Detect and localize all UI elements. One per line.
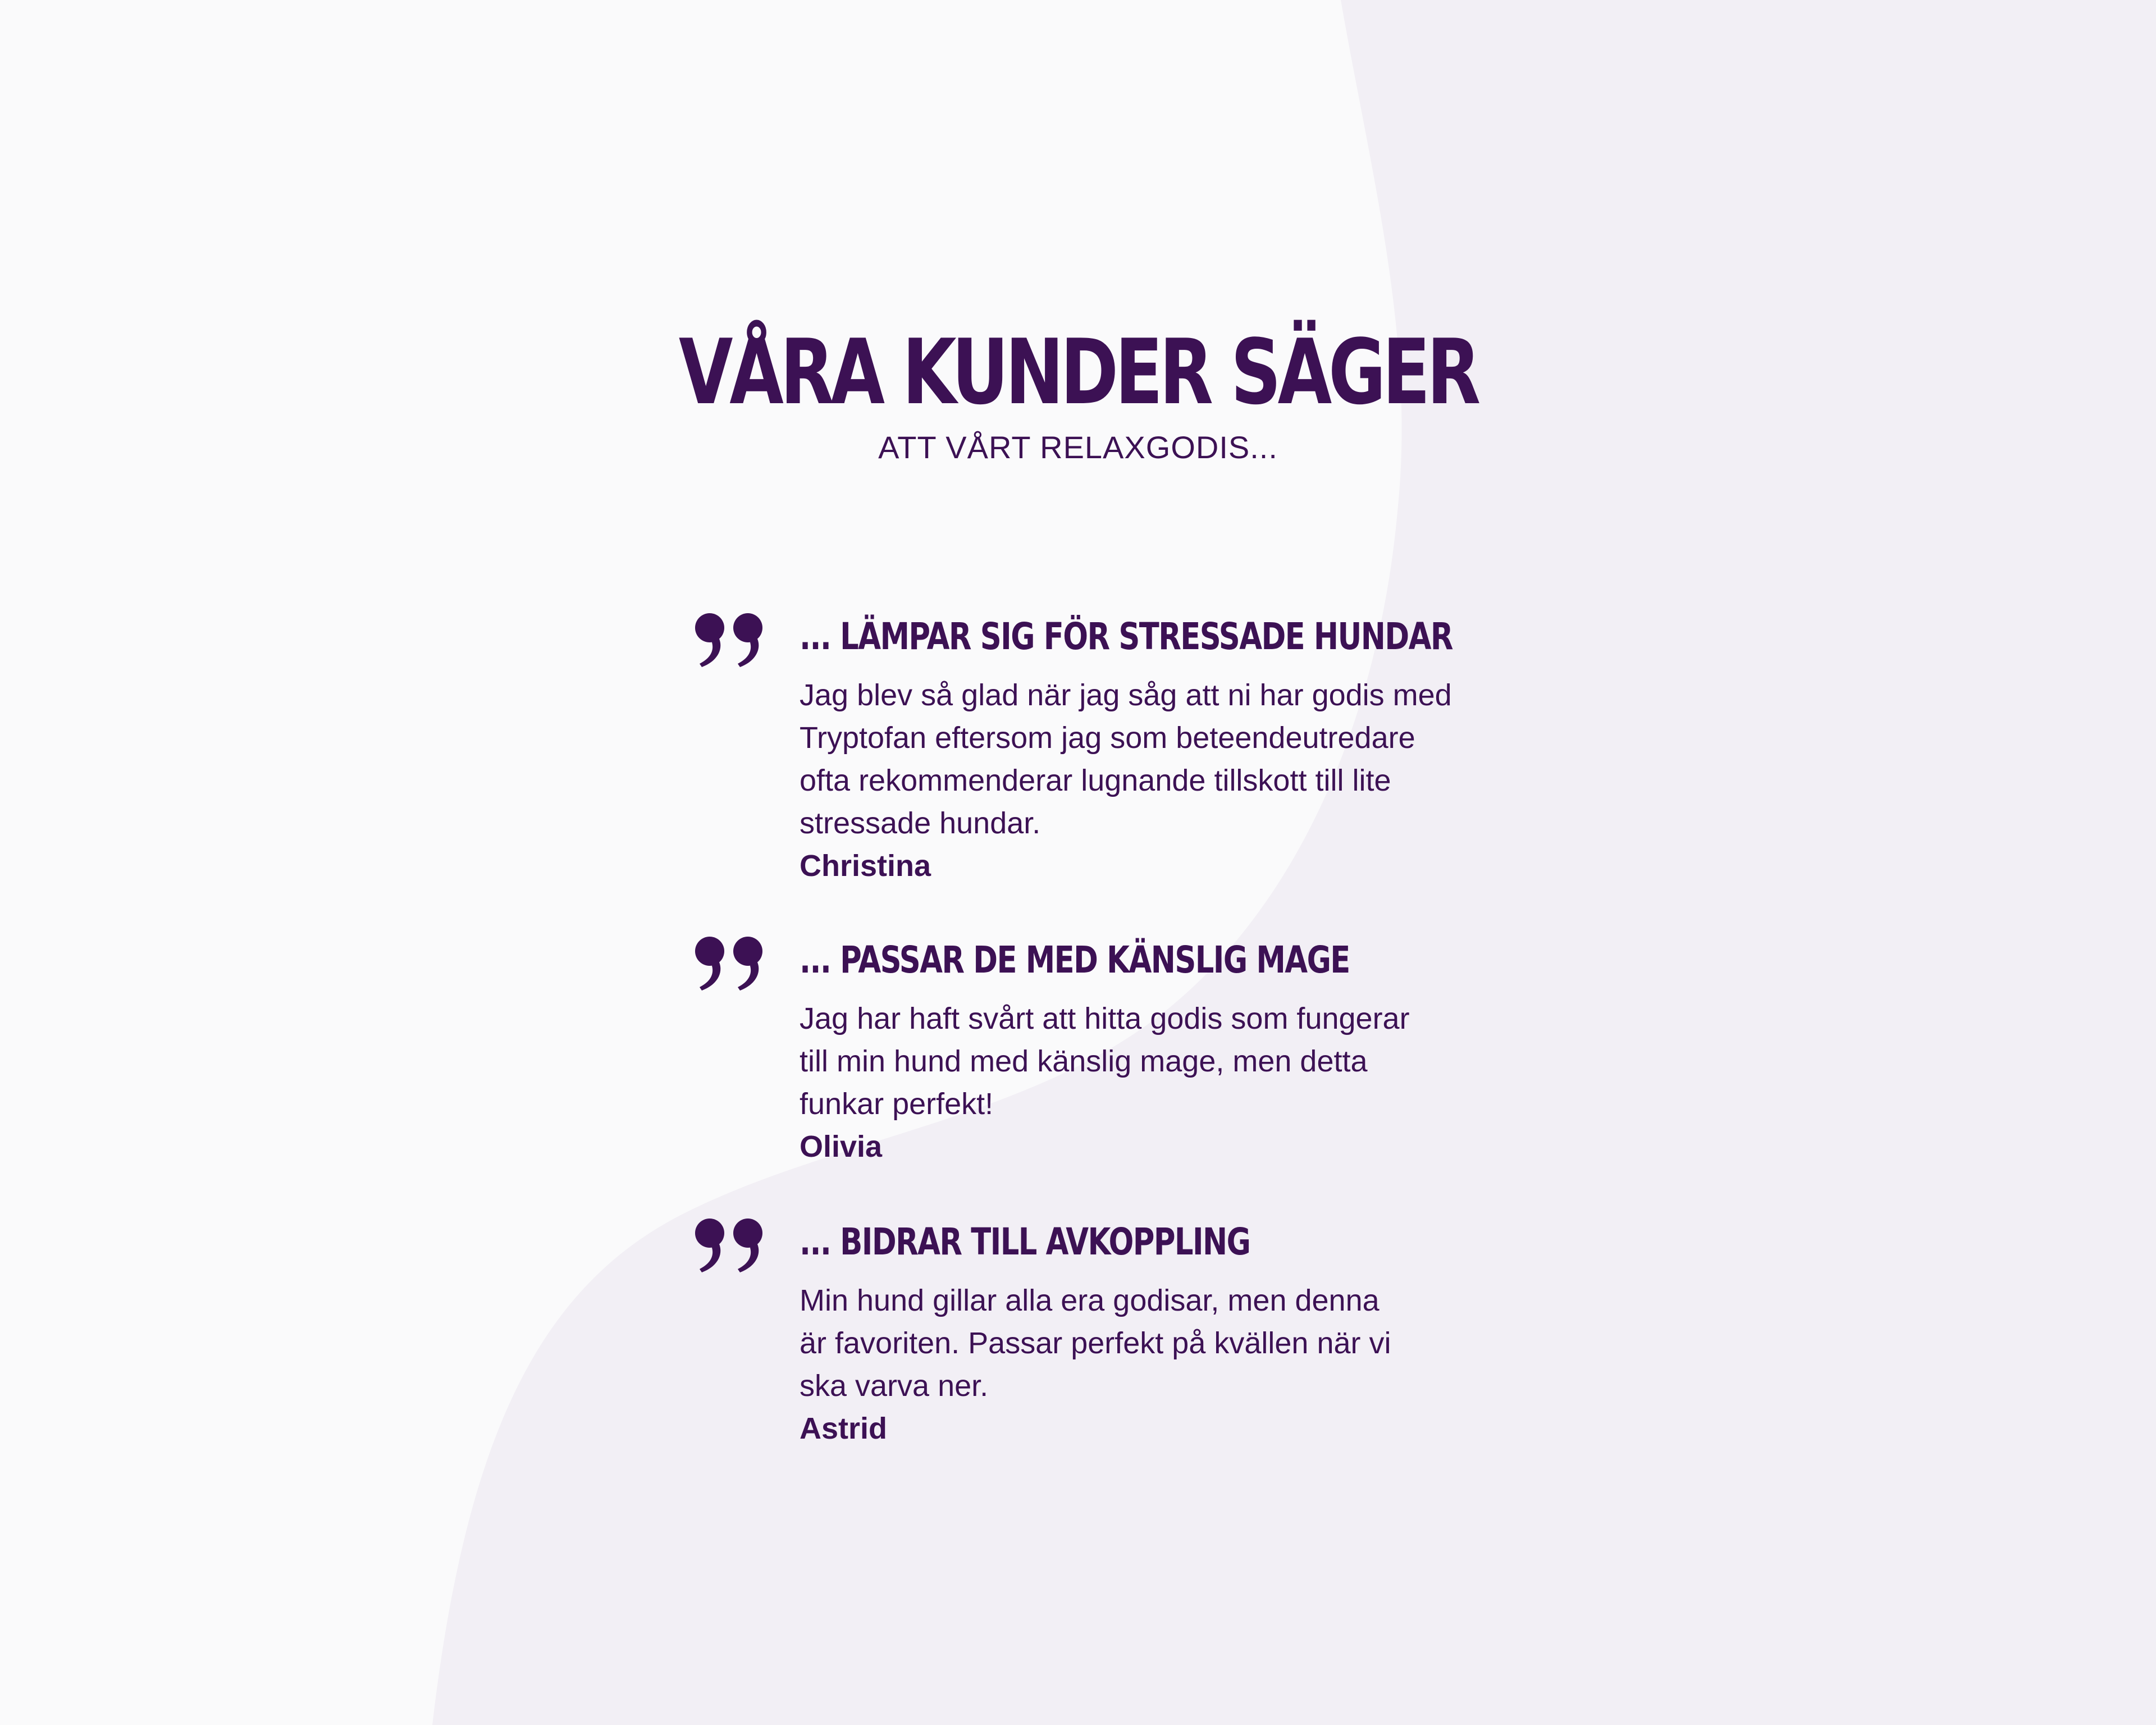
quote-icon — [695, 613, 766, 669]
review-text-line: stressade hundar. — [800, 806, 1041, 840]
review-text-line: Tryptofan eftersom jag som beteendeutredare — [800, 721, 1415, 755]
review-card — [695, 613, 1650, 905]
review-text-line: ofta rekommenderar lugnande tillskott till lite — [800, 764, 1391, 797]
review-text-line: till min hund med känslig mage, men detta — [800, 1044, 1368, 1078]
quote-icon — [695, 1219, 766, 1275]
section-subtitle: ATT VÅRT RELAXGODIS... — [878, 430, 1278, 465]
review-author: Olivia — [800, 1130, 883, 1163]
review-text — [800, 1279, 1586, 1450]
review-text-line: funkar perfekt! — [800, 1087, 994, 1121]
review-card — [695, 1219, 1650, 1466]
review-text — [800, 674, 1586, 887]
quote-icon — [695, 937, 766, 993]
review-text-line: är favoriten. Passar perfekt på kvällen när vi — [800, 1326, 1391, 1360]
review-author: Astrid — [800, 1412, 888, 1445]
review-text-line: Jag blev så glad när jag såg att ni har godis med — [800, 678, 1452, 712]
review-card — [695, 937, 1650, 1184]
review-text — [800, 997, 1586, 1168]
review-author: Christina — [800, 849, 931, 883]
review-title: ... BIDRAR TILL AVKOPPLING — [800, 1220, 1250, 1263]
section-title: VÅRA KUNDER SÄGER — [678, 320, 1478, 425]
review-title: ... PASSAR DE MED KÄNSLIG MAGE — [800, 938, 1350, 982]
review-text-line: ska varva ner. — [800, 1369, 989, 1403]
review-title: ... LÄMPAR SIG FÖR STRESSADE HUNDAR — [800, 615, 1452, 658]
review-text-line: Min hund gillar alla era godisar, men denna — [800, 1284, 1380, 1317]
review-text-line: Jag har haft svårt att hitta godis som fungerar — [800, 1002, 1410, 1035]
